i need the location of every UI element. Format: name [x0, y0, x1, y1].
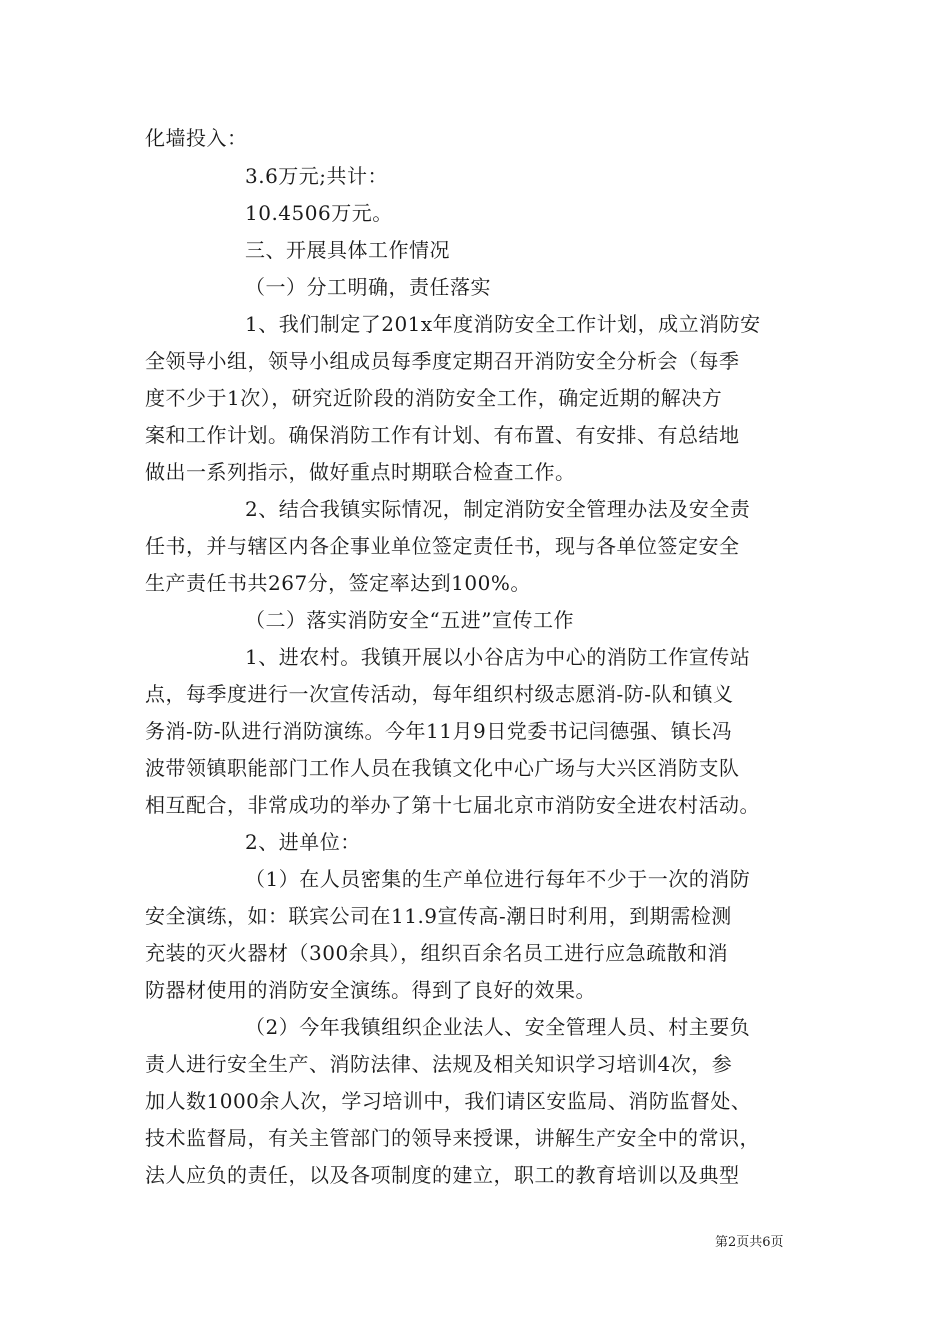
text-line: 化墙投入：: [145, 126, 248, 150]
text-line: 全领导小组，领导小组成员每季度定期召开消防安全分析会（每季: [145, 349, 740, 373]
text-line: 安全演练，如：联宾公司在11.9宣传高-潮日时利用，到期需检测: [145, 904, 732, 928]
text-line: 法人应负的责任，以及各项制度的建立，职工的教育培训以及典型: [145, 1163, 740, 1187]
text-line: 技术监督局，有关主管部门的领导来授课，讲解生产安全中的常识，: [145, 1126, 760, 1150]
text-line: 2、进单位：: [245, 830, 361, 854]
subsection-heading: （一）分工明确，责任落实: [245, 275, 491, 299]
text-line: 点，每季度进行一次宣传活动，每年组织村级志愿消-防-队和镇义: [145, 682, 734, 706]
text-line: 任书，并与辖区内各企事业单位签定责任书，现与各单位签定安全: [145, 534, 740, 558]
text-line: 生产责任书共267分，签定率达到100%。: [145, 571, 531, 595]
text-line: 充装的灭火器材（300余具），组织百余名员工进行应急疏散和消: [145, 941, 729, 965]
text-line: （1）在人员密集的生产单位进行每年不少于一次的消防: [245, 867, 751, 891]
text-line: 1、进农村。我镇开展以小谷店为中心的消防工作宣传站: [245, 645, 751, 669]
text-line: 责人进行安全生产、消防法律、法规及相关知识学习培训4次，参: [145, 1052, 733, 1076]
subsection-heading: （二）落实消防安全“五进”宣传工作: [245, 608, 574, 632]
text-line: （2）今年我镇组织企业法人、安全管理人员、村主要负: [245, 1015, 751, 1039]
text-line: 1、我们制定了201x年度消防安全工作计划，成立消防安: [245, 312, 761, 336]
text-line: 防器材使用的消防安全演练。得到了良好的效果。: [145, 978, 596, 1002]
text-line: 务消-防-队进行消防演练。今年11月9日党委书记闫德强、镇长冯: [145, 719, 733, 743]
page-number: 第2页共6页: [715, 1235, 784, 1250]
text-line: 度不少于1次），研究近阶段的消防安全工作，确定近期的解决方: [145, 386, 723, 410]
text-line: 2、结合我镇实际情况，制定消防安全管理办法及安全责: [245, 497, 751, 521]
text-line: 波带领镇职能部门工作人员在我镇文化中心广场与大兴区消防支队: [145, 756, 740, 780]
text-line: 相互配合，非常成功的举办了第十七届北京市消防安全进农村活动。: [145, 793, 760, 817]
text-line: 做出一系列指示，做好重点时期联合检查工作。: [145, 460, 576, 484]
section-heading: 三、开展具体工作情况: [245, 238, 450, 262]
text-line: 案和工作计划。确保消防工作有计划、有布置、有安排、有总结地: [145, 423, 740, 447]
text-line: 3.6万元;共计：: [245, 164, 389, 188]
text-line: 加人数1000余人次，学习培训中，我们请区安监局、消防监督处、: [145, 1089, 752, 1113]
text-line: 10.4506万元。: [245, 201, 393, 225]
